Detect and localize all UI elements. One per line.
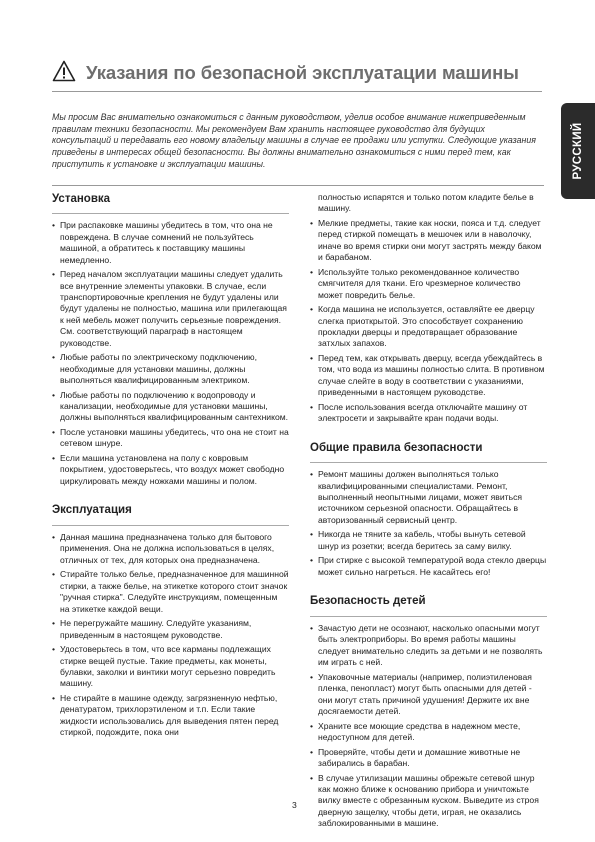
section-divider [310, 616, 547, 617]
intro-divider [52, 185, 544, 186]
list-item: • Проверяйте, чтобы дети и домашние животные не забирались в барабан. [310, 746, 521, 768]
section-title-general-safety: Общие правила безопасности [310, 441, 483, 454]
operation-list-continued [310, 218, 547, 425]
list-item: • После использования всегда отключайте машину от электросети и закрывайте кран подачи воды. [310, 401, 528, 424]
list-item: • Ремонт машины должен выполняться только квалифицированными специалистами. Ремонт, выполненный неопытными лицами, может явиться источником серьезной опасности. Обращайтесь в авторизованный сервисный центр. [310, 469, 523, 525]
list-item: • Если машина установлена на полу с ковровым покрытием, удостоверьтесь, что воздух может свободно циркулировать между ножками машины и полом. [52, 453, 285, 486]
language-tab [561, 103, 595, 199]
list-item: • После установки машины убедитесь, что она не стоит на сетевом шнуре. [52, 427, 289, 449]
list-item: • Не перегружайте машину. Следуйте указаниям, приведенным в настоящем руководстве. [52, 618, 252, 640]
list-item: • В случае утилизации машины обрежьте сетевой шнур как можно ближе к основанию прибора и уничтожьте вилку вместе с обрезанным куском. Выведите из строя дверную защелку, чтобы дети, играя, не оказались заблокированными в машине. [310, 772, 539, 829]
title-divider [52, 91, 542, 92]
section-divider [52, 213, 289, 214]
page-title: Указания по безопасной эксплуатации машины [86, 62, 519, 83]
language-tab-label: РУССКИЙ [572, 122, 584, 180]
page-number: 3 [292, 800, 297, 810]
list-item: • При стирке с высокой температурой вода стекло дверцы может сильно нагреться. Не касайтесь его! [310, 555, 547, 577]
list-item: • Упаковочные материалы (например, полиэтиленовая пленка, пенопласт) могут быть опасными для детей - они могут стать причиной удушения! Держите их вне досягаемости детей. [310, 671, 532, 716]
right-column [310, 192, 547, 833]
list-item: • Никогда не тяните за кабель, чтобы вынуть сетевой шнур из розетки; всегда беритесь за саму вилку. [310, 529, 526, 551]
warning-icon [52, 60, 76, 82]
operation-list [52, 532, 289, 739]
list-item: • Мелкие предметы, такие как носки, пояса и т.д. следует перед стиркой помещать в мешочек или в наволочку, иначе во время стирки они могут застрять между баком и барабаном. [310, 218, 542, 263]
left-column [52, 190, 289, 742]
list-item: • Зачастую дети не осознают, насколько опасными могут быть электроприборы. Во время работы машины следует внимательно следить за детьми и не позволять им играть с ней. [310, 622, 543, 668]
list-item: • При распаковке машины убедитесь в том, что она не повреждена. В случае сомнений не пользуйтесь машиной, а обратитесь к поставщику машины немедленно. [52, 220, 273, 265]
list-item: • Используйте только рекомендованное количество смягчителя для ткани. Его чрезмерное количество может повредить белье. [310, 266, 521, 300]
list-item: • Любые работы по подключению к водопроводу и канализации, необходимые для установки машины, должны выполняться квалифицированным сантехником. [52, 389, 289, 423]
child-safety-list [310, 623, 547, 830]
list-item: • Перед началом эксплуатации машины следует удалить все внутренние элементы упаковки. В случае, если транспортировочные крепления не будут удалены или будут удалены не полностью, машина или прилегающая к ней мебель может получить серьезные повреждения. См. соответствующий параграф в настоящем руководстве. [52, 269, 287, 348]
page-header [52, 58, 542, 94]
list-item-continuation: полностью испарятся и только потом кладите белье в машину. [318, 192, 534, 214]
list-item: • Удостоверьтесь в том, что все карманы подлежащих стирке вещей пустые. Такие предметы, как монеты, булавки, заколки и винтики могут серьезно повредить машину. [52, 644, 276, 689]
list-item: • Перед тем, как открывать дверцу, всегда убеждайтесь в том, что вода из машины полностью слита. В противном случае слейте в воду в соответствии с указаниями, приведенными в настоящем руководстве. [310, 353, 545, 398]
section-title-operation: Эксплуатация [52, 504, 132, 517]
intro-paragraph: Мы просим Вас внимательно ознакомиться с данным руководством, уделив особое внимание нижеприведенным правилам техники безопасности. Мы рекомендуем Вам хранить настоящее руководство для будущих консультаций и передавать его новому владельцу машины в случае ее продажи или уступки. Следующие указания приведены в интересах общей безопасности. Вы должны внимательно ознакомиться с ними перед тем, как приступить к установке и эксплуатации машины. [52, 112, 536, 169]
list-item: • Данная машина предназначена только для бытового применения. Она не должна использоваться в целях, отличных от тех, для которых она предназначена. [52, 531, 275, 565]
section-title-installation: Установка [52, 193, 111, 205]
installation-list [52, 220, 289, 487]
list-item: • Храните все моющие средства в надежном месте, недоступном для детей. [310, 720, 521, 742]
section-divider [310, 462, 547, 463]
list-item: • Любые работы по электрическому подключению, необходимые для установки машины, должны выполняться квалифицированным электриком. [52, 352, 258, 386]
section-title-child-safety: Безопасность детей [310, 595, 426, 608]
list-item: • Когда машина не используется, оставляйте ее дверцу слегка приоткрытой. Это способствует сохранению прокладки дверцы и предотвращает образование затхлых запахов. [310, 304, 535, 349]
section-divider [52, 525, 289, 526]
list-item: • Стирайте только белье, предназначенное для машинной стирки, а также белье, на этикетке которого стоит значок "ручная стирка". Следуйте инструкциям, помещенным на этикетке каждой вещи. [52, 569, 289, 614]
general-safety-list [310, 469, 547, 578]
list-item: • Не стирайте в машине одежду, загрязненную нефтью, денатуратом, трихлорэтиленом и т.п. Если такие жидкости использовались для выведения пятен перед стиркой, подождите, пока они [52, 692, 279, 738]
